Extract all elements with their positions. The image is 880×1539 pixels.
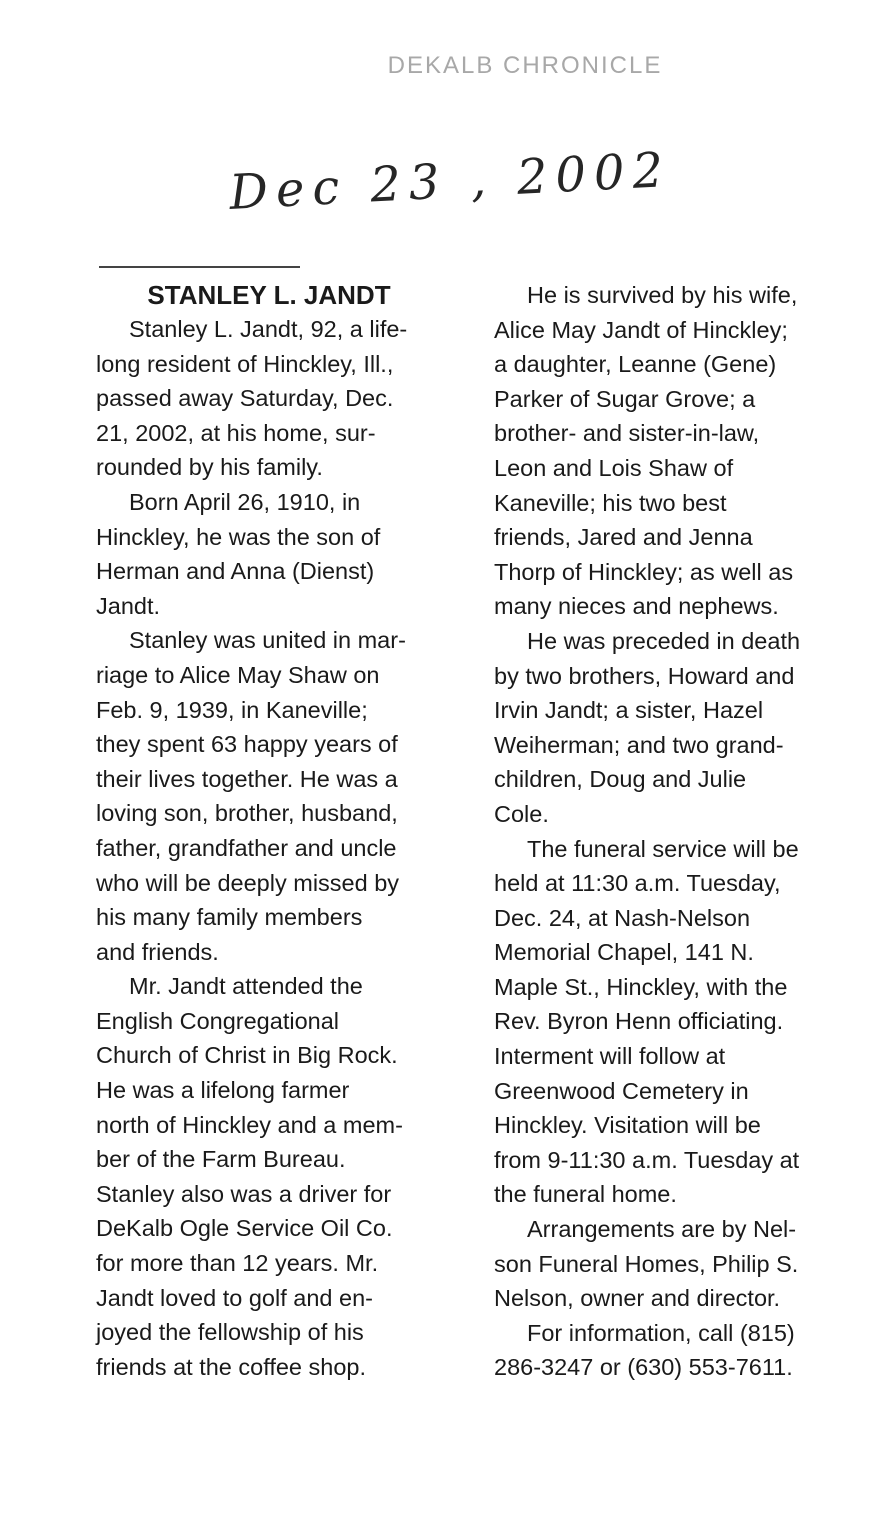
text-line: He was a lifelong farmer [96, 1077, 350, 1104]
text-line: from 9-11:30 a.m. Tuesday at [494, 1146, 800, 1173]
text-line: Greenwood Cemetery in [494, 1077, 749, 1104]
text-line: Dec. 24, at Nash-Nelson [494, 904, 751, 931]
text-line: riage to Alice May Shaw on [96, 661, 380, 688]
text-line: Parker of Sugar Grove; a [494, 385, 756, 412]
text-line: friends, Jared and Jenna [494, 524, 753, 551]
left-column [96, 312, 468, 1384]
text-line: Jandt. [96, 592, 161, 619]
text-line: Arrangements are by Nel- [527, 1216, 797, 1243]
text-line: north of Hinckley and a mem- [96, 1111, 403, 1138]
text-line: children, Doug and Julie [494, 766, 747, 793]
text-line: brother- and sister-in-law, [494, 420, 760, 447]
text-line: Nelson, owner and director. [494, 1285, 781, 1312]
paragraph [96, 485, 468, 623]
text-line: father, grandfather and uncle [96, 834, 397, 861]
text-line: 21, 2002, at his home, sur- [96, 419, 376, 446]
text-line: friends at the coffee shop. [96, 1353, 366, 1380]
text-line: Stanley L. Jandt, 92, a life- [129, 316, 408, 342]
text-line: Church of Christ in Big Rock. [96, 1042, 398, 1069]
paragraph [96, 312, 468, 485]
text-line: Maple St., Hinckley, with the [494, 973, 788, 1000]
text-line: for more than 12 years. Mr. [96, 1250, 379, 1277]
text-line: Leon and Lois Shaw of [494, 454, 734, 481]
text-line: Weiherman; and two grand- [494, 731, 784, 758]
text-line: and friends. [96, 938, 219, 965]
text-line: a daughter, Leanne (Gene) [494, 351, 777, 378]
paragraph [96, 623, 468, 969]
text-line: Irvin Jandt; a sister, Hazel [494, 697, 764, 724]
text-line: long resident of Hinckley, Ill., [96, 350, 394, 377]
text-line: Hinckley. Visitation will be [494, 1112, 761, 1139]
text-line: many nieces and nephews. [494, 593, 779, 620]
text-line: Stanley was united in mar- [129, 627, 406, 654]
text-line: For information, call (815) [527, 1319, 795, 1346]
text-line: Thorp of Hinckley; as well as [494, 558, 794, 585]
text-line: Rev. Byron Henn officiating. [494, 1008, 784, 1035]
text-line: Hinckley, he was the son of [96, 523, 381, 550]
text-line: held at 11:30 a.m. Tuesday, [494, 870, 781, 897]
text-line: Alice May Jandt of Hinckley; [494, 316, 788, 343]
text-line: passed away Saturday, Dec. [96, 385, 394, 412]
paragraph [494, 278, 858, 624]
text-line: English Congregational [96, 1007, 339, 1034]
text-line: joyed the fellowship of his [96, 1319, 364, 1346]
text-line: DeKalb Ogle Service Oil Co. [96, 1215, 393, 1242]
text-line: Jandt loved to golf and en- [96, 1284, 373, 1311]
headline-rule [99, 266, 300, 268]
text-line: Feb. 9, 1939, in Kaneville; [96, 696, 368, 723]
text-line: rounded by his family. [96, 454, 323, 481]
handwritten-date: Dec 23 , 2002 [228, 141, 673, 221]
text-line: He is survived by his wife, [527, 282, 798, 308]
text-line: Kaneville; his two best [494, 489, 727, 516]
text-line: He was preceded in death [527, 627, 801, 654]
text-line: Cole. [494, 800, 549, 827]
obituary-headline: STANLEY L. JANDT [147, 280, 391, 310]
newspaper-stamp: DEKALB CHRONICLE [387, 52, 663, 79]
text-line: Born April 26, 1910, in [129, 488, 361, 515]
text-line: Interment will follow at [494, 1043, 726, 1070]
text-line: ber of the Farm Bureau. [96, 1146, 346, 1173]
text-line: Memorial Chapel, 141 N. [494, 939, 754, 966]
text-line: by two brothers, Howard and [494, 662, 795, 689]
text-line: son Funeral Homes, Philip S. [494, 1250, 799, 1277]
text-line: who will be deeply missed by [96, 869, 400, 896]
paragraph [494, 832, 858, 1213]
text-line: Mr. Jandt attended the [129, 973, 363, 1000]
paragraph [494, 1316, 858, 1385]
text-line: their lives together. He was a [96, 765, 398, 792]
text-line: 286-3247 or (630) 553-7611. [494, 1354, 793, 1381]
text-line: The funeral service will be [527, 835, 799, 862]
right-column [494, 278, 858, 1385]
paragraph [96, 969, 468, 1384]
text-line: they spent 63 happy years of [96, 731, 398, 758]
text-line: the funeral home. [494, 1181, 677, 1208]
text-line: Herman and Anna (Dienst) [96, 558, 375, 585]
text-line: loving son, brother, husband, [96, 800, 398, 827]
text-line: Stanley also was a driver for [96, 1180, 392, 1207]
paragraph [494, 624, 858, 832]
paragraph [494, 1212, 858, 1316]
text-line: his many family members [96, 904, 363, 931]
